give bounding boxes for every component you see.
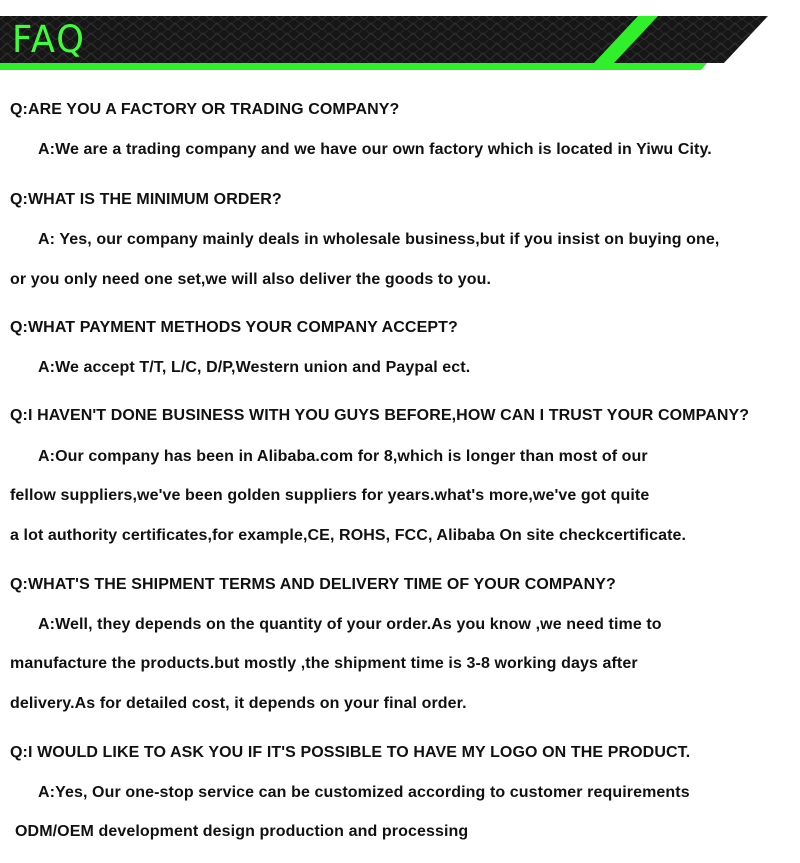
faq-answer-4-line-3: a lot authority certificates,for example,CE, ROHS, FCC, Alibaba On site checkcertificate. — [10, 527, 687, 544]
banner-graphic — [0, 0, 800, 80]
faq-question-2: Q:WHAT IS THE MINIMUM ORDER? — [10, 191, 282, 208]
faq-answer-5-line-2: manufacture the products.but mostly ,the shipment time is 3-8 working days after — [10, 655, 638, 672]
faq-question-4: Q:I HAVEN'T DONE BUSINESS WITH YOU GUYS BEFORE,HOW CAN I TRUST YOUR COMPANY? — [10, 407, 750, 424]
faq-answer-6-line-1: A:Yes, Our one-stop service can be customized according to customer requirements — [38, 784, 690, 801]
faq-answer-2-line-2: or you only need one set,we will also deliver the goods to you. — [10, 271, 492, 288]
faq-answer-4-line-2: fellow suppliers,we've been golden suppliers for years.what's more,we've got quite — [10, 487, 650, 504]
faq-banner — [0, 0, 800, 80]
faq-answer-4-line-1: A:Our company has been in Alibaba.com for 8,which is longer than most of our — [38, 448, 648, 465]
faq-answer-2-line-1: A: Yes, our company mainly deals in wholesale business,but if you insist on buying one, — [38, 231, 720, 248]
faq-answer-6-line-2: ODM/OEM development design production and processing — [15, 823, 469, 840]
faq-question-3: Q:WHAT PAYMENT METHODS YOUR COMPANY ACCEPT? — [10, 319, 458, 336]
banner-title: FAQ — [12, 18, 86, 61]
faq-answer-5-line-3: delivery.As for detailed cost, it depends on your final order. — [10, 695, 467, 712]
faq-question-6: Q:I WOULD LIKE TO ASK YOU IF IT'S POSSIBLE TO HAVE MY LOGO ON THE PRODUCT. — [10, 744, 691, 761]
faq-answer-3-line-1: A:We accept T/T, L/C, D/P,Western union and Paypal ect. — [38, 359, 471, 376]
banner-underline — [0, 63, 707, 70]
faq-question-5: Q:WHAT'S THE SHIPMENT TERMS AND DELIVERY TIME OF YOUR COMPANY? — [10, 576, 616, 593]
faq-answer-5-line-1: A:Well, they depends on the quantity of your order.As you know ,we need time to — [38, 616, 662, 633]
faq-question-1: Q:ARE YOU A FACTORY OR TRADING COMPANY? — [10, 101, 400, 118]
banner-dark-band — [0, 16, 768, 63]
faq-answer-1-line-1: A:We are a trading company and we have our own factory which is located in Yiwu City. — [38, 141, 712, 158]
